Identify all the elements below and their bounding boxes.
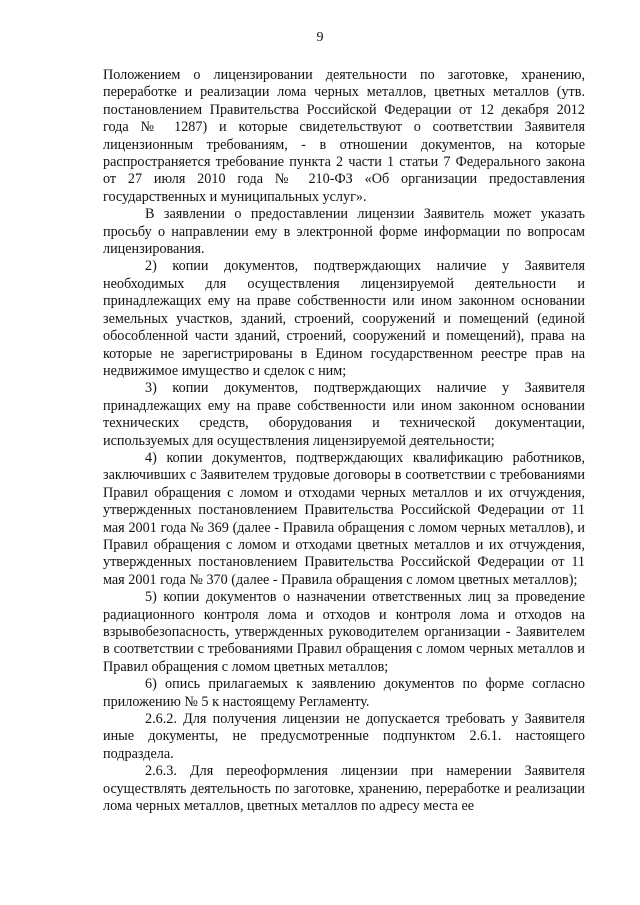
paragraph-continuation: Положением о лицензировании деятельности по заготовке, хранению, переработке и реализации лома черных металлов, цветных металлов (утв. постановлением Правительства Российской Федерации от 12 декабря 2012 года № 1287) и которые свидетельствуют о соответствии Заявителя лицензионным требованиям, - в отношении документов, на которые распространяется требование пункта 2 части 1 статьи 7 Федерального закона от 27 июля 2010 года № 210-ФЗ «Об организации предоставления государственных и муниципальных услуг».	[103, 67, 585, 205]
paragraph-2-6-3: 2.6.3. Для переоформления лицензии при намерении Заявителя осуществлять деятельность по заготовке, хранению, переработке и реализации лома черных металлов, цветных металлов по адресу места ее	[103, 763, 585, 815]
paragraph-item-6: 6) опись прилагаемых к заявлению документов по форме согласно приложению № 5 к настоящему Регламенту.	[103, 676, 585, 710]
paragraph-item-5: 5) копии документов о назначении ответственных лиц за проведение радиационного контроля лома и отходов и контроля лома и отходов на взрывобезопасность, утвержденных руководителем организации - Заявителем в соответствии с требованиями Правил обращения с ломом черных металлов и Правил обращения с ломом цветных металлов;	[103, 589, 585, 675]
paragraph-item-4: 4) копии документов, подтверждающих квалификацию работников, заключивших с Заявителем трудовые договоры в соответствии с требованиями Правил обращения с ломом и отходами черных металлов и их отчуждения, утвержденных постановлением Правительства Российской Федерации от 11 мая 2001 года № 369 (далее - Правила обращения с ломом черных металлов), и Правил обращения с ломом и отходами цветных металлов и их отчуждения, утвержденных постановлением Правительства Российской Федерации от 11 мая 2001 года № 370 (далее - Правила обращения с ломом цветных металлов);	[103, 449, 585, 588]
page-number: 9	[316, 30, 324, 45]
paragraph-item-2: 2) копии документов, подтверждающих наличие у Заявителя необходимых для осуществления лицензируемой деятельности и принадлежащих ему на праве собственности или ином законном основании земельных участков, зданий, строений, сооружений и помещений (единой обособленной части зданий, строений, сооружений и помещений), права на которые не зарегистрированы в Едином государственном реестре прав на недвижимое имущество и сделок с ним;	[103, 258, 585, 379]
paragraph-electronic-request: В заявлении о предоставлении лицензии Заявитель может указать просьбу о направлении ему в электронной форме информации по вопросам лицензирования.	[103, 206, 585, 258]
paragraph-item-3: 3) копии документов, подтверждающих наличие у Заявителя принадлежащих ему на праве собственности или ином законном основании технических средств, оборудования и технической документации, используемых для осуществления лицензируемой деятельности;	[103, 380, 585, 449]
paragraph-2-6-2: 2.6.2. Для получения лицензии не допускается требовать у Заявителя иные документы, не предусмотренные подпунктом 2.6.1. настоящего подраздела.	[103, 711, 585, 762]
document-body	[103, 67, 585, 815]
